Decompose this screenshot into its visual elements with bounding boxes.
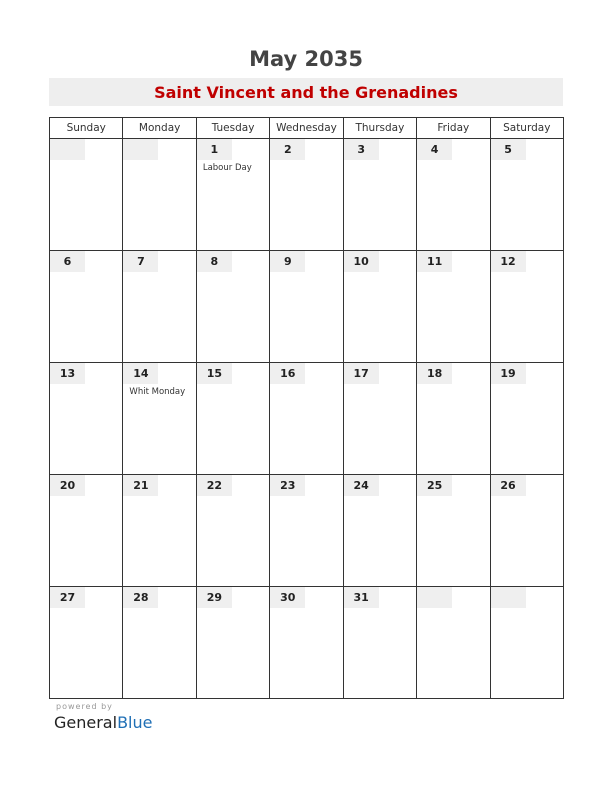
day-number: 20 [50, 475, 85, 496]
weekday-header: Tuesday [196, 118, 269, 139]
day-cell[interactable] [417, 251, 490, 363]
week-row [50, 475, 564, 587]
day-number [417, 587, 452, 608]
day-cell[interactable] [196, 251, 269, 363]
day-cell[interactable] [123, 475, 196, 587]
day-number: 27 [50, 587, 85, 608]
page-title: May 2035 [249, 47, 363, 71]
day-cell[interactable] [417, 139, 490, 251]
weekday-header-row [50, 118, 564, 139]
day-number: 6 [50, 251, 85, 272]
day-number: 18 [417, 363, 452, 384]
day-number [491, 587, 526, 608]
brand-text-general: General [54, 713, 118, 732]
day-cell[interactable] [417, 363, 490, 475]
day-number: 17 [344, 363, 379, 384]
day-cell[interactable] [50, 139, 123, 251]
day-number: 3 [344, 139, 379, 160]
day-number: 25 [417, 475, 452, 496]
day-cell[interactable] [50, 475, 123, 587]
day-number: 2 [270, 139, 305, 160]
day-cell[interactable] [50, 251, 123, 363]
day-cell[interactable] [123, 139, 196, 251]
day-number: 19 [491, 363, 526, 384]
day-number: 16 [270, 363, 305, 384]
day-number [123, 139, 158, 160]
day-number [50, 139, 85, 160]
day-cell[interactable] [270, 475, 343, 587]
day-number: 29 [197, 587, 232, 608]
day-number: 12 [491, 251, 526, 272]
day-cell[interactable] [490, 139, 563, 251]
day-number: 9 [270, 251, 305, 272]
day-number: 14 [123, 363, 158, 384]
day-cell[interactable] [343, 251, 416, 363]
day-number: 22 [197, 475, 232, 496]
day-cell[interactable] [490, 251, 563, 363]
weekday-header: Thursday [343, 118, 416, 139]
week-row [50, 363, 564, 475]
day-cell[interactable] [417, 475, 490, 587]
day-cell[interactable] [270, 587, 343, 699]
country-name: Saint Vincent and the Grenadines [154, 83, 458, 102]
day-cell[interactable] [490, 475, 563, 587]
weekday-header: Saturday [490, 118, 563, 139]
weekday-header: Friday [417, 118, 490, 139]
day-cell[interactable] [343, 475, 416, 587]
day-number: 28 [123, 587, 158, 608]
week-row [50, 139, 564, 251]
weekday-header: Monday [123, 118, 196, 139]
day-cell[interactable] [270, 363, 343, 475]
day-cell[interactable] [123, 251, 196, 363]
week-row [50, 587, 564, 699]
country-banner [49, 78, 563, 106]
weekday-header: Sunday [50, 118, 123, 139]
day-number: 5 [491, 139, 526, 160]
day-number: 7 [123, 251, 158, 272]
holiday-label: Whit Monday [129, 387, 186, 397]
day-cell[interactable] [270, 251, 343, 363]
day-number: 26 [491, 475, 526, 496]
day-cell[interactable] [343, 363, 416, 475]
day-number: 11 [417, 251, 452, 272]
brand-text-blue: Blue [117, 713, 153, 732]
day-cell[interactable] [343, 139, 416, 251]
holiday-label: Labour Day [202, 163, 252, 173]
day-cell[interactable] [196, 475, 269, 587]
day-cell[interactable] [490, 587, 563, 699]
day-number: 10 [344, 251, 379, 272]
powered-by-label: powered by [56, 702, 113, 711]
day-cell[interactable] [196, 587, 269, 699]
day-number: 23 [270, 475, 305, 496]
day-cell[interactable] [270, 139, 343, 251]
day-number: 1 [197, 139, 232, 160]
day-cell[interactable] [50, 587, 123, 699]
day-cell[interactable] [196, 363, 269, 475]
day-number: 8 [197, 251, 232, 272]
day-cell[interactable] [417, 587, 490, 699]
day-cell[interactable] [123, 587, 196, 699]
day-cell[interactable] [490, 363, 563, 475]
day-number: 13 [50, 363, 85, 384]
day-number: 31 [344, 587, 379, 608]
week-row [50, 251, 564, 363]
day-number: 30 [270, 587, 305, 608]
day-cell[interactable] [123, 363, 196, 475]
day-cell[interactable] [196, 139, 269, 251]
day-cell[interactable] [50, 363, 123, 475]
day-number: 21 [123, 475, 158, 496]
brand-logo[interactable] [54, 713, 152, 732]
day-cell[interactable] [343, 587, 416, 699]
weekday-header: Wednesday [270, 118, 343, 139]
day-number: 24 [344, 475, 379, 496]
day-number: 15 [197, 363, 232, 384]
day-number: 4 [417, 139, 452, 160]
calendar-grid [49, 117, 564, 699]
